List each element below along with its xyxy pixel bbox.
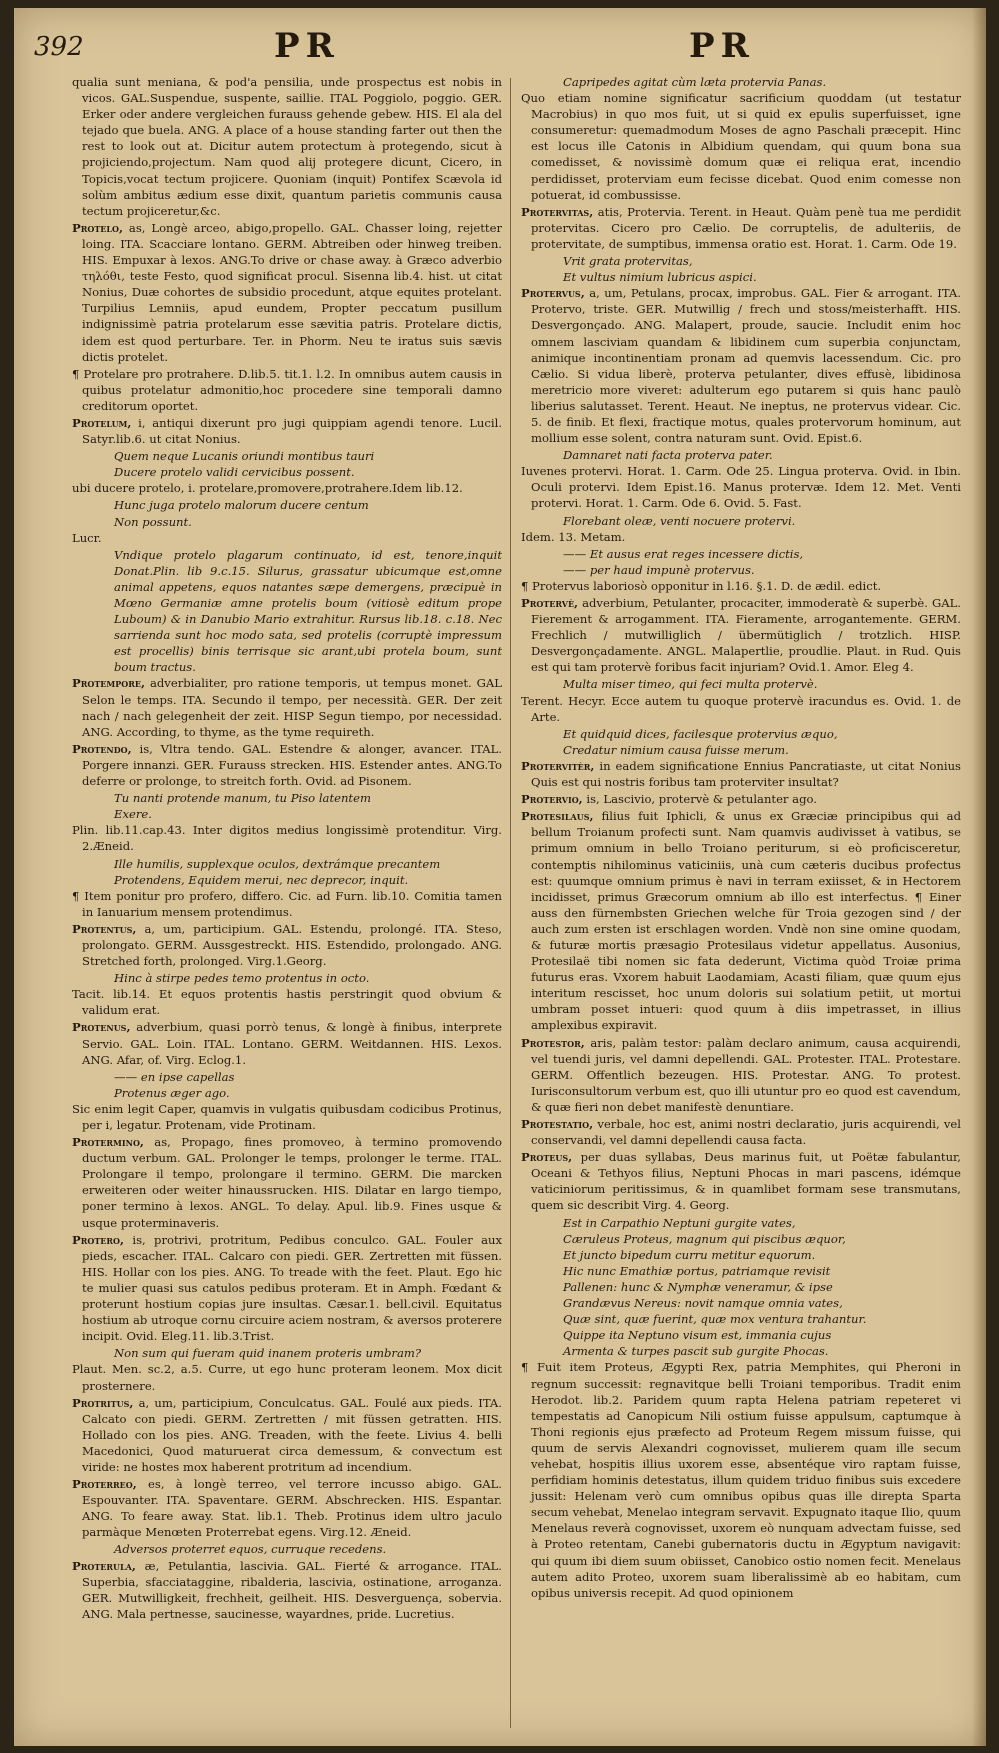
entry-paragraph: Terent. Hecyr. Ecce autem tu quoque protervè iracundus es. Ovid. 1. de Arte. xyxy=(521,693,961,724)
dictionary-entry xyxy=(521,791,961,807)
dictionary-page xyxy=(14,8,986,1746)
dictionary-entry xyxy=(521,1116,961,1148)
entry-headword: Protendo, xyxy=(72,741,132,756)
verse-quote: Vndique protelo plagarum continuato, id est, tenore,inquit Donat.Plin. lib 9.c.15. Silurus, grassatur ubicumque est,omne animal appetens, equos natantes sæpe demergens, præcipuè in Mœno Germaniæ amne protelis boum (vitiosè editum prope Luboum) & in Danubio Mario extrahitur. Rursus lib.18. c.18. Nec sarrienda sunt hoc modo sata, sed protelis (corruptè impressum est procellis) binis terrisque sic arant,ubi protela boum, sunt boum tractus. xyxy=(114,547,502,675)
verse-quote: Et quidquid dices, facilesque protervius æquo, xyxy=(563,726,838,741)
verse-quote: Quæ sint, quæ fuerint, quæ mox ventura trahantur. xyxy=(563,1312,867,1327)
verse-quote: Grandævus Nereus: novit namque omnia vates, xyxy=(563,1296,843,1311)
verse-quote: Protendens, Equidem merui, nec deprecor, inquit. xyxy=(114,872,409,887)
entry-headword: Proterula, xyxy=(72,1558,136,1573)
right-column xyxy=(521,74,961,1734)
dictionary-entry xyxy=(521,595,961,675)
entry-paragraph: ¶ Protelare pro protrahere. D.lib.5. tit.1. l.2. In omnibus autem causis in quibus protelatur admonitio,hoc procedere sine temporali damno creditorum oportet. xyxy=(72,366,502,413)
verse-quote: Ducere protelo validi cervicibus possent. xyxy=(114,465,355,480)
entry-body: in eadem significatione Ennius Pancratiaste, ut citat Nonius Quis est qui nostris foribus tam proterviter insultat? xyxy=(531,758,961,790)
verse-quote: Cæruleus Proteus, magnum qui piscibus æquor, xyxy=(563,1231,846,1246)
verse-quote: Protenus æger ago. xyxy=(114,1085,230,1100)
dictionary-entry xyxy=(72,1232,502,1345)
entry-body: is, protrivi, protritum, Pedibus conculco. GAL. Fouler aux pieds, escacher. ITAL. Calcaro con piedi. GER. Zertretten mit füssen. HIS. Hollar con los pies. ANG. To treade with the feet. Plaut. Ego hic te mulier quasi sus catulos pedibus proteram. Et in Amph. Fœdant & proterunt hostium copias jure insultas. Cæsar.1. bell.civil. Equitatus hostium ab utroque cornu circuire aciem nostram, & aversos proterere incipit. Ovid. Eleg.11. lib.3.Trist. xyxy=(82,1232,502,1344)
entry-body: is, Vltra tendo. GAL. Estendre & alonger, avancer. ITAL. Porgere innanzi. GER. Furauss strecken. HIS. Estender antes. ANG.To deferre or prolonge, to streitch forth. Ovid. ad Pisonem. xyxy=(82,741,502,789)
entry-paragraph: Lucr. xyxy=(72,530,102,545)
entry-body: as, Longè arceo, abigo,propello. GAL. Chasser loing, rejetter loing. ITA. Scacciare lontano. GERM. Abtreiben oder hinweg treiben. HIS. Empuxar à lexos. ANG.To drive or chase away. à Græco adverbio τηλόθι, teste Festo, quod significat procul. Sisenna lib.4. hist. ut citat Nonius, Duæ cohortes de subsidio procedunt, atque equites protelant. Turpilius Lemniis, apud eundem, Propter peccatum pusillum indignissimè patria protelarum esse sævitia patris. Protelare dictis, idem est quod perturbare. Ter. in Phorm. Neu te iratus suis sævis dictis protelet. xyxy=(82,220,502,364)
verse-quote: Exere. xyxy=(114,807,152,822)
dictionary-entry xyxy=(521,204,961,252)
verse-quote: Credatur nimium causa fuisse merum. xyxy=(563,742,789,757)
dictionary-entry xyxy=(72,415,502,447)
verse-quote: Tu nanti protende manum, tu Piso latentem xyxy=(114,791,371,806)
running-head-left: PR xyxy=(274,26,340,66)
entry-paragraph: qualia sunt meniana, & pod'a pensilia, unde prospectus est nobis in vicos. GAL.Suspendue, suspente, saillie. ITAL Poggiolo, poggio. GER. Erker oder andere vergleichen furauss gehende gebew. HIS. El ala del tejado que buela. ANG. A place of a house standing farter out then the rest to look out at. Dicitur autem protectum à protegendo, sicut à projiciendo,projectum. Nam quod alij protegere dicunt, Cicero, in Topicis,vocat tectum projicere. Quoniam (inquit) Pontifex Scævola id solùm ambitus ædium esse dixit, quantum parietis communis causa tectum projiceretur,&c. xyxy=(72,75,502,218)
verse-quote: Non possunt. xyxy=(114,514,192,529)
entry-body: i, antiqui dixerunt pro jugi quippiam agendi tenore. Lucil. Satyr.lib.6. ut citat Nonius. xyxy=(82,415,502,447)
entry-paragraph: Iuvenes protervi. Horat. 1. Carm. Ode 25. Lingua proterva. Ovid. in Ibin. Oculi protervi. Idem Epist.16. Manus protervæ. Idem 12. Met. Venti protervi. Horat. 1. Carm. Ode 6. Ovid. 5. Fast. xyxy=(521,464,961,511)
verse-quote: —— per haud impunè protervus. xyxy=(563,562,755,577)
entry-headword: Protenus, xyxy=(72,1020,131,1035)
entry-headword: Proteus, xyxy=(521,1150,573,1165)
entry-headword: Protritus, xyxy=(72,1395,134,1410)
page-header xyxy=(14,8,986,72)
page-edge-shadow xyxy=(972,8,986,1746)
entry-headword: Proterreo, xyxy=(72,1477,137,1492)
dictionary-entry xyxy=(72,741,502,789)
verse-quote: Et juncto bipedum curru metitur equorum. xyxy=(563,1247,816,1262)
verse-quote: Capripedes agitat cùm læta protervia Panas. xyxy=(563,75,827,89)
entry-body: aris, palàm testor: palàm declaro animum, causa acquirendi, vel tuendi juris, vel damni depellendi. GAL. Protester. ITAL. Protestare. GERM. Offentlich bezeugen. HIS. Protestar. ANG. To protest. Iurisconsultorum verbum est, quo illi utuntur pro eo quod est cavendum, & quæ fieri non debet manifestè denuntiare. xyxy=(531,1035,961,1114)
entry-paragraph: Quo etiam nomine significatur sacrificium quoddam (ut testatur Macrobius) in quo mos fuit, ut si quid ex epulis superfuisset, igne consumeretur: quemadmodum Moses de agno Paschali præcepit. Hinc est locus ille Catonis in Albidium quendam, qui quum bona sua comedisset, & novissimè domum quæ ei reliqua erat, incendio perdidisset, proterviam eum fecisse dicebat. Quod enim comesse non potuerat, id combussisse. xyxy=(521,91,961,202)
entry-body: adverbium, quasi porrò tenus, & longè à finibus, interprete Servio. GAL. Loin. ITAL. Lontano. GERM. Weitdannen. HIS. Lexos. ANG. Afar, of. Virg. Eclog.1. xyxy=(82,1020,502,1067)
verse-quote: Est in Carpathio Neptuni gurgite vates, xyxy=(563,1215,796,1230)
entry-paragraph: ubi ducere protelo, i. protelare,promovere,protrahere.Idem lib.12. xyxy=(72,481,463,496)
entry-headword: Protesilaus, xyxy=(521,809,594,824)
entry-paragraph: ¶ Protervus laboriosò opponitur in l.16. §.1. D. de ædil. edict. xyxy=(521,578,882,593)
entry-body: as, Propago, fines promoveo, à termino promovendo ductum verbum. GAL. Prolonger le temps, prolonger le terme. ITAL. Prolongare il tempo, prolongare il termino. GERM. Die marcken erweiteren oder weiter hinaussrucken. HIS. Dilatar en largo tiempo, poner termino à lexos. ANGL. To delay. Apul. lib.9. Fines usque & usque proterminaveris. xyxy=(82,1135,502,1230)
entry-paragraph: Plaut. Men. sc.2, a.5. Curre, ut ego hunc proteram leonem. Mox dicit prosternere. xyxy=(72,1362,502,1393)
running-head-right: PR xyxy=(689,26,755,66)
entry-body: a, um, participium. GAL. Estendu, prolongé. ITA. Steso, prolongato. GERM. Aussgestreckt. HIS. Estendido, prolongado. ANG. Stretched forth, prolonged. Virg.1.Georg. xyxy=(82,921,502,969)
verse-quote: Pallenen: hunc & Nymphæ veneramur, & ipse xyxy=(563,1279,833,1294)
entry-headword: Protervè, xyxy=(521,596,579,610)
verse-quote: Adversos proterret equos, curruque recedens. xyxy=(114,1542,387,1557)
verse-quote: Quem neque Lucanis oriundi montibus tauri xyxy=(114,449,375,464)
entry-body: æ, Petulantia, lascivia. GAL. Fierté & arrogance. ITAL. Superbia, sfacciataggine, ribalderia, lascivia, ostinatione, arroganza. GER. Mutwilligkeit, frechheit, geilheit. HIS. Desverguença, sobervia. ANG. Mala pertnesse, saucinesse, wayardnes, pride. Lucretius. xyxy=(82,1558,502,1621)
verse-quote: —— en ipse capellas xyxy=(114,1069,235,1084)
entry-paragraph: ¶ Item ponitur pro profero, differo. Cic. ad Furn. lib.10. Comitia tamen in Ianuarium mensem protendimus. xyxy=(72,888,502,919)
entry-headword: Protentus, xyxy=(72,921,137,936)
dictionary-entry xyxy=(72,1476,502,1540)
entry-headword: Protervus, xyxy=(521,286,585,301)
dictionary-entry xyxy=(521,758,961,790)
dictionary-entry xyxy=(72,675,502,739)
entry-headword: Protelum, xyxy=(72,415,132,430)
entry-headword: Protempore, xyxy=(72,676,146,691)
entry-body: a, um, participium, Conculcatus. GAL. Foulé aux pieds. ITA. Calcato con piedi. GERM. Zertretten / mit füssen getratten. HIS. Hollado con los pies. ANG. Treaden, with the feete. Livius 4. belli Macedonici, Quod maturuerat circa demessum, & convectum est viride: ne hostes mox haberent protritum ad incendium. xyxy=(82,1395,502,1474)
entry-body: adverbium, Petulanter, procaciter, immoderatè & superbè. GAL. Fierement & arrogamment. ITA. Fieramente, arrogantemente. GERM. Frechlich / mutwilliglich / übermütiglich / trotzlich. HISP. Desvergonçadamente. ANGL. Malapertlie, proudlie. Plaut. in Rud. Quis est qui tam protervè foribus facit injuriam? Ovid.1. Amor. Eleg 4. xyxy=(531,596,961,675)
verse-quote: Armenta & turpes pascit sub gurgite Phocas. xyxy=(563,1344,829,1359)
dictionary-entry xyxy=(72,1019,502,1067)
dictionary-entry xyxy=(72,1558,502,1622)
dictionary-entry xyxy=(72,1134,502,1231)
entry-headword: Protervitèr, xyxy=(521,758,595,773)
verse-quote: —— Et ausus erat reges incessere dictis, xyxy=(563,546,804,561)
verse-quote: Multa miser timeo, qui feci multa protervè. xyxy=(563,677,818,692)
entry-headword: Protero, xyxy=(72,1232,125,1247)
dictionary-entry xyxy=(521,285,961,446)
dictionary-entry xyxy=(521,1035,961,1115)
entry-paragraph: Idem. 13. Metam. xyxy=(521,529,626,544)
verse-quote: Damnaret nati facta proterva pater. xyxy=(563,448,773,463)
dictionary-entry xyxy=(72,1395,502,1475)
left-column xyxy=(72,74,502,1734)
entry-body: a, um, Petulans, procax, improbus. GAL. Fier & arrogant. ITA. Protervo, triste. GER. Mutwillig / frech und stoss/meisterhafft. HIS. Desvergonçado. ANG. Malapert, proude, saucie. Includit enim hoc omnem lasciviam quandam & libidinem cum superbia conjunctam, animique incontinentiam pronam ad quemvis lacessendum. Cic. pro Cælio. Si vidua liberè, proterva petulanter, dives effusè, libidinosa meretricio more viveret: adulterum ego putarem si quis hanc paulò liberius salutasset. Terent. Heaut. Ne ineptus, ne protervus videar. Cic. 5. de finib. Et flexi, fractique motus, quales protervorum hominum, aut mollium esse solent, contra naturam sunt. Ovid. Epist.6. xyxy=(531,286,961,446)
entry-headword: Protervitas, xyxy=(521,204,594,219)
entry-paragraph: Tacit. lib.14. Et equos protentis hastis perstringit quod obvium & validum erat. xyxy=(72,987,502,1018)
entry-body: per duas syllabas, Deus marinus fuit, ut Poëtæ fabulantur, Oceani & Tethyos filius, Neptuni Phocas in mari pascens, idémque vaticiniorum peritissimus, & in quamlibet formam sese transmutans, quem sic describit Virg. 4. Georg. xyxy=(531,1150,961,1213)
dictionary-entry xyxy=(521,1149,961,1213)
dictionary-entry xyxy=(521,808,961,1033)
entry-body: verbale, hoc est, animi nostri declaratio, juris acquirendi, vel conservandi, vel damni depellendi causa facta. xyxy=(531,1117,961,1148)
dictionary-entry xyxy=(72,220,502,365)
verse-quote: Hunc juga protelo malorum ducere centum xyxy=(114,498,369,513)
entry-body: atis, Protervia. Terent. in Heaut. Quàm penè tua me perdidit protervitas. Cicero pro Cælio. De corruptelis, de adulteriis, de protervitate, de sumptibus, immensa oratio est. Horat. 1. Carm. Ode 19. xyxy=(531,204,961,251)
entry-body: is, Lascivio, protervè & petulanter ago. xyxy=(582,792,817,807)
verse-quote: Hinc à stirpe pedes temo protentus in octo. xyxy=(114,971,370,986)
entry-headword: Protestatio, xyxy=(521,1117,594,1131)
verse-quote: Florebant oleæ, venti nocuere protervi. xyxy=(563,513,796,528)
column-divider xyxy=(510,78,511,1728)
entry-headword: Protermino, xyxy=(72,1135,144,1150)
dictionary-entry xyxy=(72,921,502,969)
entry-headword: Protestor, xyxy=(521,1035,585,1050)
verse-quote: Non sum qui fueram quid inanem proteris umbram? xyxy=(114,1346,422,1361)
entry-headword: Protervio, xyxy=(521,792,583,807)
entry-body: es, à longè terreo, vel terrore incusso abigo. GAL. Espouvanter. ITA. Spaventare. GERM. Abschrecken. HIS. Espantar. ANG. To feare away. Stat. lib.1. Theb. Protinus idem ultro jaculo parmàque Menœten Proterrebat egens. Virg.12. Æneid. xyxy=(82,1477,502,1540)
verse-quote: Vrit grata protervitas, xyxy=(563,254,693,269)
entry-headword: Protelo, xyxy=(72,220,124,235)
verse-quote: Et vultus nimium lubricus aspici. xyxy=(563,270,757,285)
verse-quote: Quippe ita Neptuno visum est, immania cujus xyxy=(563,1328,832,1343)
verse-quote: Hic nunc Emathiæ portus, patriamque revisit xyxy=(563,1263,831,1278)
page-number: 392 xyxy=(34,32,84,62)
entry-body: adverbialiter, pro ratione temporis, ut tempus monet. GAL Selon le temps. ITA. Secundo il tempo, per necessità. GER. Der zeit nach / nach gelegenheit der zeit. HISP Segun tiempo, por necessidad. ANG. According, to thyme, as the tyme requireth. xyxy=(82,676,502,739)
entry-paragraph: Plin. lib.11.cap.43. Inter digitos medius longissimè protenditur. Virg. 2.Æneid. xyxy=(72,823,502,854)
verse-quote: Ille humilis, supplexque oculos, dextrámque precantem xyxy=(114,856,441,871)
entry-body: filius fuit Iphicli, & unus ex Græciæ principibus qui ad bellum Troianum profecti sunt. Nam quamvis audivisset à vatibus, se primum omnium in bello Troiano periturum, si eò proficisceretur, contemptis nihilominus vaticiniis, unà cum cæteris ducibus profectus est: quumque omnium primus è navi in terram exiisset, & in Hectorem incidisset, primus Græcorum omnium ab illo est interfectus. ¶ Einer auss den fürnembsten Griechen welche für Troia gezogen sind / der auch zum ersten ist erschlagen worden. Vndè non sine omine quodam, & futuræ mortis præsagio Protesilaus videtur appellatus. Ausonius, Protesilaë tibi nomen sic fata dederunt, Victima quòd Troiæ prima futurus eras. Vxorem habuit Laodamiam, Acasti filiam, quæ quum ejus interitum rescisset, hoc unum doloris sui solatium petiit, ut mortui umbram posset intueri: quod quum à diis impetrasset, in illius amplexibus expiravit. xyxy=(531,809,961,1033)
entry-paragraph: ¶ Fuit item Proteus, Ægypti Rex, patria Memphites, qui Pheroni in regnum successit: regnavitque belli Troiani temporibus. Tradit enim Herodot. lib.2. Paridem quum rapta Helena patriam repeteret vi tempestatis ad Canopicum Nili ostium fuisse appulsum, captumque à Thoni regionis ejus præfecto ad Proteum Regem missum fuisse, qui quum de servis Alexandri cognovisset, mulierem quam ille secum vehebat, hospitis illius uxorem esse, absentéque viro raptam fuisse, perfidiam hominis detestatus, illum quidem triduo finibus suis excedere jussit: Helenam verò cum omnibus opibus quas ille direpta Sparta secum vehebat, Menelao integram servavit. Expugnato itaque Ilio, quum Menelaus reverà cognovisset, uxorem eò nunquam advectam fuisse, sed à Proteo retentam, Canebi gubernatoris ductu in Ægyptum navigavit: qui quum ibi diem suum obiisset, Canobico ostio nomen fecit. Menelaus autem adito Proteo, uxorem suam liberalissimè ab eo habitam, cum opibus universis recepit. Ad quod opinionem xyxy=(521,1360,961,1600)
entry-paragraph: Sic enim legit Caper, quamvis in vulgatis quibusdam codicibus Protinus, per i, legatur. Protenam, vide Protinam. xyxy=(72,1101,502,1132)
